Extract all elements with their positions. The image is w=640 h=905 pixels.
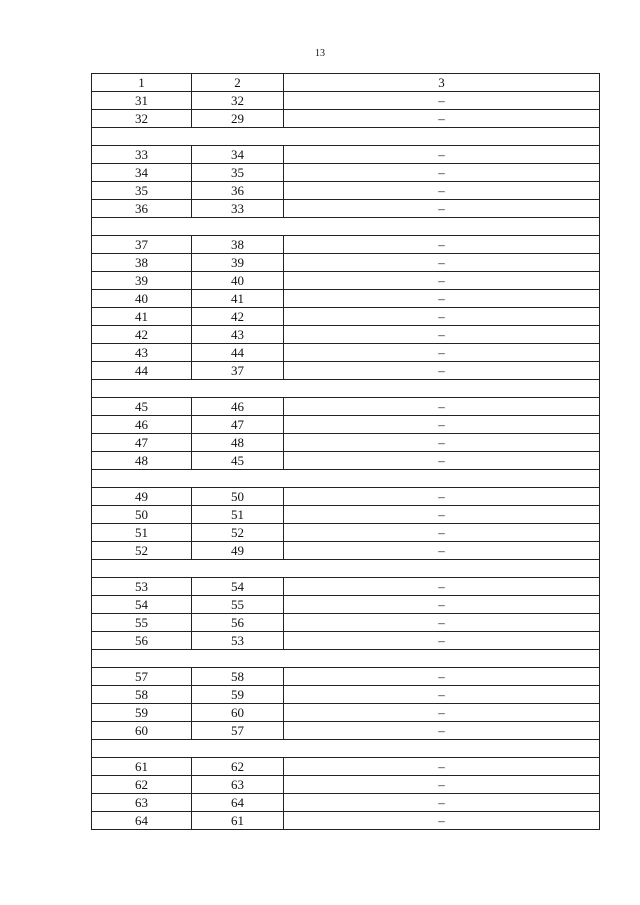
table-cell-col-2: 36 xyxy=(192,182,284,200)
group-separator-cell xyxy=(92,650,600,668)
table-row xyxy=(92,812,600,830)
table-cell-col-2: 54 xyxy=(192,578,284,596)
table-cell-col-1: 32 xyxy=(92,110,192,128)
table-cell-col-2: 38 xyxy=(192,236,284,254)
table-cell-col-3: – xyxy=(284,398,600,416)
table-cell-col-1: 51 xyxy=(92,524,192,542)
table-cell-col-1: 41 xyxy=(92,308,192,326)
table-cell-col-1: 35 xyxy=(92,182,192,200)
table-cell-col-3: – xyxy=(284,236,600,254)
table-cell-col-3: – xyxy=(284,146,600,164)
table-cell-col-1: 53 xyxy=(92,578,192,596)
table-cell-col-2: 40 xyxy=(192,272,284,290)
table-cell-col-2: 29 xyxy=(192,110,284,128)
table-cell-col-2: 62 xyxy=(192,758,284,776)
table-cell-col-2: 64 xyxy=(192,794,284,812)
table-cell-col-1: 50 xyxy=(92,506,192,524)
table-cell-col-1: 31 xyxy=(92,92,192,110)
table-cell-col-3: – xyxy=(284,92,600,110)
table-cell-col-2: 45 xyxy=(192,452,284,470)
table-cell-col-3: – xyxy=(284,668,600,686)
table-cell-col-2: 63 xyxy=(192,776,284,794)
table-cell-col-2: 43 xyxy=(192,326,284,344)
table-cell-col-2: 42 xyxy=(192,308,284,326)
table-cell-col-1: 34 xyxy=(92,164,192,182)
table-row xyxy=(92,182,600,200)
table-row xyxy=(92,452,600,470)
table-row xyxy=(92,362,600,380)
table-cell-col-3: – xyxy=(284,254,600,272)
group-separator-cell xyxy=(92,560,600,578)
table-cell-col-1: 48 xyxy=(92,452,192,470)
table-row xyxy=(92,506,600,524)
table-cell-col-1: 49 xyxy=(92,488,192,506)
table-cell-col-3: – xyxy=(284,758,600,776)
table-cell-col-2: 33 xyxy=(192,200,284,218)
table-cell-col-2: 41 xyxy=(192,290,284,308)
table-cell-col-3: – xyxy=(284,596,600,614)
table-row xyxy=(92,92,600,110)
table-cell-col-1: 64 xyxy=(92,812,192,830)
table-row xyxy=(92,254,600,272)
table-row xyxy=(92,794,600,812)
group-separator-cell xyxy=(92,218,600,236)
table-cell-col-2: 56 xyxy=(192,614,284,632)
table-row xyxy=(92,434,600,452)
table-cell-col-3: – xyxy=(284,416,600,434)
table-cell-col-1: 52 xyxy=(92,542,192,560)
table-cell-col-3: – xyxy=(284,200,600,218)
table-row xyxy=(92,308,600,326)
table-cell-col-2: 37 xyxy=(192,362,284,380)
table-row xyxy=(92,398,600,416)
column-header-2: 2 xyxy=(192,74,284,92)
table-cell-col-2: 39 xyxy=(192,254,284,272)
group-separator-cell xyxy=(92,128,600,146)
table-row xyxy=(92,272,600,290)
table-cell-col-1: 47 xyxy=(92,434,192,452)
table-cell-col-3: – xyxy=(284,110,600,128)
table-row xyxy=(92,344,600,362)
table-cell-col-3: – xyxy=(284,326,600,344)
table-row xyxy=(92,110,600,128)
table-row xyxy=(92,686,600,704)
table-cell-col-1: 39 xyxy=(92,272,192,290)
table-cell-col-3: – xyxy=(284,344,600,362)
table-cell-col-3: – xyxy=(284,290,600,308)
table-cell-col-1: 57 xyxy=(92,668,192,686)
group-separator-cell xyxy=(92,740,600,758)
table-cell-col-3: – xyxy=(284,362,600,380)
table-cell-col-2: 48 xyxy=(192,434,284,452)
table-cell-col-3: – xyxy=(284,614,600,632)
table-cell-col-1: 62 xyxy=(92,776,192,794)
table-cell-col-1: 59 xyxy=(92,704,192,722)
table-cell-col-3: – xyxy=(284,452,600,470)
table-cell-col-2: 51 xyxy=(192,506,284,524)
table-cell-col-1: 37 xyxy=(92,236,192,254)
group-separator-cell xyxy=(92,470,600,488)
table-cell-col-1: 54 xyxy=(92,596,192,614)
group-separator-row xyxy=(92,740,600,758)
table-cell-col-3: – xyxy=(284,578,600,596)
page-number: 13 xyxy=(315,48,325,59)
table-row xyxy=(92,164,600,182)
table-row xyxy=(92,596,600,614)
table-row xyxy=(92,632,600,650)
table-row xyxy=(92,146,600,164)
table-cell-col-1: 46 xyxy=(92,416,192,434)
table-row xyxy=(92,578,600,596)
column-header-3: 3 xyxy=(284,74,600,92)
table-row xyxy=(92,200,600,218)
table-row xyxy=(92,758,600,776)
table-cell-col-1: 63 xyxy=(92,794,192,812)
table-cell-col-3: – xyxy=(284,182,600,200)
table-cell-col-1: 33 xyxy=(92,146,192,164)
table-cell-col-1: 42 xyxy=(92,326,192,344)
table-header-row xyxy=(92,74,600,92)
table-row xyxy=(92,290,600,308)
table-cell-col-1: 36 xyxy=(92,200,192,218)
table-cell-col-3: – xyxy=(284,812,600,830)
table-cell-col-1: 40 xyxy=(92,290,192,308)
table-cell-col-3: – xyxy=(284,704,600,722)
table-row xyxy=(92,614,600,632)
table-cell-col-2: 34 xyxy=(192,146,284,164)
table-cell-col-3: – xyxy=(284,524,600,542)
table-cell-col-3: – xyxy=(284,776,600,794)
table-row xyxy=(92,416,600,434)
table-cell-col-2: 58 xyxy=(192,668,284,686)
table-cell-col-2: 60 xyxy=(192,704,284,722)
table-row xyxy=(92,524,600,542)
group-separator-row xyxy=(92,128,600,146)
table-cell-col-2: 50 xyxy=(192,488,284,506)
table-cell-col-1: 55 xyxy=(92,614,192,632)
table-cell-col-1: 43 xyxy=(92,344,192,362)
table-cell-col-1: 58 xyxy=(92,686,192,704)
table-row xyxy=(92,704,600,722)
table-row xyxy=(92,776,600,794)
table-cell-col-1: 56 xyxy=(92,632,192,650)
table-cell-col-2: 59 xyxy=(192,686,284,704)
group-separator-cell xyxy=(92,380,600,398)
table-cell-col-3: – xyxy=(284,488,600,506)
data-table xyxy=(91,73,600,830)
table-cell-col-3: – xyxy=(284,722,600,740)
table-cell-col-3: – xyxy=(284,164,600,182)
table-row xyxy=(92,488,600,506)
table-cell-col-3: – xyxy=(284,272,600,290)
table-cell-col-1: 44 xyxy=(92,362,192,380)
table-cell-col-2: 49 xyxy=(192,542,284,560)
table-cell-col-3: – xyxy=(284,686,600,704)
table-cell-col-3: – xyxy=(284,794,600,812)
group-separator-row xyxy=(92,650,600,668)
table-cell-col-3: – xyxy=(284,308,600,326)
group-separator-row xyxy=(92,470,600,488)
table-cell-col-2: 32 xyxy=(192,92,284,110)
table-cell-col-1: 60 xyxy=(92,722,192,740)
table-cell-col-2: 35 xyxy=(192,164,284,182)
table-cell-col-2: 53 xyxy=(192,632,284,650)
table-cell-col-1: 38 xyxy=(92,254,192,272)
column-header-1: 1 xyxy=(92,74,192,92)
table-cell-col-1: 61 xyxy=(92,758,192,776)
table-cell-col-2: 52 xyxy=(192,524,284,542)
table-cell-col-2: 55 xyxy=(192,596,284,614)
table-cell-col-2: 47 xyxy=(192,416,284,434)
table-body xyxy=(92,92,600,830)
group-separator-row xyxy=(92,218,600,236)
table-row xyxy=(92,326,600,344)
table-row xyxy=(92,668,600,686)
table-row xyxy=(92,722,600,740)
table-cell-col-2: 57 xyxy=(192,722,284,740)
table-cell-col-2: 46 xyxy=(192,398,284,416)
table-cell-col-3: – xyxy=(284,632,600,650)
group-separator-row xyxy=(92,380,600,398)
table-cell-col-3: – xyxy=(284,542,600,560)
table-cell-col-1: 45 xyxy=(92,398,192,416)
table-cell-col-3: – xyxy=(284,506,600,524)
table-row xyxy=(92,236,600,254)
table-cell-col-2: 44 xyxy=(192,344,284,362)
table-cell-col-3: – xyxy=(284,434,600,452)
group-separator-row xyxy=(92,560,600,578)
table-row xyxy=(92,542,600,560)
table-cell-col-2: 61 xyxy=(192,812,284,830)
